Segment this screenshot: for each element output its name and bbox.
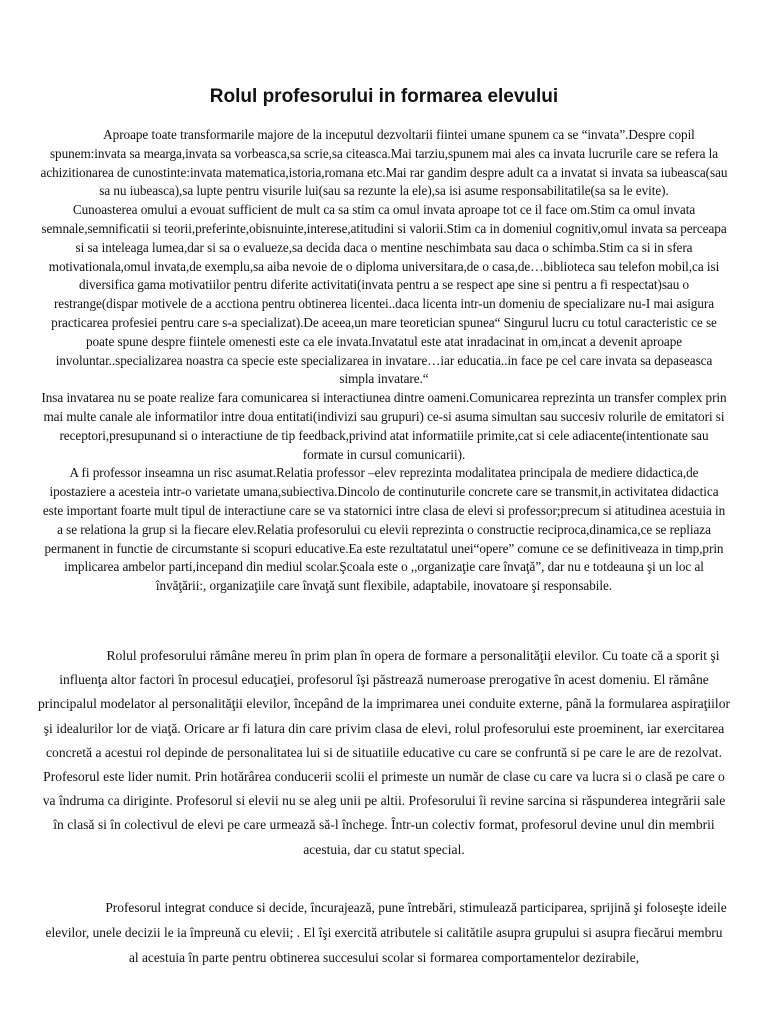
paragraph-comunicarea: Insa invatarea nu se poate realize fara comunicarea si interactiunea dintre oameni.Comunicarea reprezinta un transfer complex prin mai multe canale ale informatilor intre doua entitati(indivizi sau grupuri) ce-si asuma simultan sau succesiv rolurile de emitatori si receptori,presupunand si o interactiune de tip feedback,privind atat informatiile primite,cat si cele adiacente(intentionate sau formate in cursul comunicarii).: [41, 390, 727, 462]
paragraph-rolul-profesorului: Rolul profesorului rămâne mereu în prim plan în opera de formare a personalităţii elevilor. Cu toate că a sporit şi influenţa altor factori în procesul educaţiei, profesorul îşi păstrează numeroase prerogative în acest domeniu. El rămâne principalul modelator al personalităţii elevilor, începând de la imprimarea unei conduite externe, până la formularea aspiraţiilor şi idealurilor lor de viaţă. Oricare ar fi latura din care privim clasa de elevi, rolul profesorului este proeminent, iar exercitarea concretă a acestui rol depinde de personalitatea lui si de situatiile educative cu care se confruntă si pe care le are de rezolvat. Profesorul este lider numit. Prin hotărârea conducerii scolii el primeste un număr de clase cu care va lucra si o clasă pe care o va îndruma ca diriginte. Profesorul si elevii nu se aleg unii pe altii. Profesorului îi revine sarcina si răspunderea integrării sale în clasă si în colectivul de elevi pe care urmează să-l închege. Într-un colectiv format, profesorul devine unul din membrii acestuia, dar cu statut special.: [37, 648, 731, 857]
document-body-section-3: [40, 896, 728, 970]
paragraph-profesor-risc: A fi professor inseamna un risc asumat.Relatia professor –elev reprezinta modalitatea principala de mediere didactica,de ipostaziere a acesteia intr-o varietate umana,subiectiva.Dincolo de continuturile concrete care se transmit,in activitatea didactica este important foarte mult tipul de interactiune care se va statornici intre clasa de elevi si professor;precum si atitudinea acestuia in a se relationa la grup si la fiecare elev.Relatia profesorului cu elevii reprezinta o constructie reciproca,dinamica,ce se repliaza permanent in functie de circumstante si scopuri educative.Ea este rezultatatul unei“opere” comune ce se definitiveaza in timp,prin implicarea ambelor parti,incepand din mediul scolar.Şcoala este o ,,organizaţie care învaţă”, dar nu e totdeauna şi un loc al învăţării:, organizaţiile care învaţă sunt flexibile, adaptabile, inovatoare şi responsabile.: [42, 465, 726, 594]
paragraph-intro: Aproape toate transformarile majore de la inceputul dezvoltarii fiintei umane spunem ca se “invata”.Despre copil spunem:invata sa mearga,invata sa vorbeasca,sa scrie,sa citeasca.Mai tarziu,spunem mai ales ca invata lucrurile care se refera la achizitionarea de cunostinte:invata matematica,istoria,romana etc.Mai rar gandim despre adult ca a invatat si invata sa iubeasca(sau sa nu iubeasca),sa lupte pentru visurile lui(sau sa rezunte la ele),sa isi asume responsabilitatile(sa sa le evite).: [40, 127, 728, 199]
paragraph-cunoasterea: Cunoasterea omului a evouat sufficient de mult ca sa stim ca omul invata aproape tot ce il face om.Stim ca omul invata semnale,semnificatii si teorii,preferinte,obisnuinte,interese,atitudini si valorii.Stim ca in domeniul cognitiv,omul invata sa perceapa si sa inteleaga lumea,dar si sa o evalueze,sa decida daca o mentine neschimbata sau daca o schimba.Stim ca si in sfera motivationala,omul invata,de exemplu,sa aiba nevoie de o diploma universitara,de o casa,de…biblioteca sau telefon mobil,ca isi diversifica gama motivatiilor pentru diferite activitati(invata pentru a se respect ape sine si pentru a fi respectat)sau o restrange(dispar motivele de a acctiona pentru obtinerea licentei..daca licenta intr-un domeniu de specializare nu-I mai asigura practicarea profesiei pentru care s-a specializat).De aceea,un mare teoretician spunea“ Singurul lucru cu totul caracteristic ce se poate spune despre fiintele omenesti este ca ele invata.Invatatul este atat inradacinat in om,incat a devenit aproape involuntar..specializarea noastra ca specie este specializarea in invatare…iar educatia..in face pe cel care invata sa depaseasca simpla invatare.“: [41, 202, 727, 387]
paragraph-profesorul-integrat: Profesorul integrat conduce si decide, încurajează, pune întrebări, stimulează participarea, sprijină şi foloseşte ideile elevilor, unele decizii le ia împreună cu elevii; . El îşi exercită atributele si calitătile asupra grupului si asupra fiecărui membru al acestuia în parte pentru obtinerea succesului scolar si formarea comportamentelor dezirabile,: [45, 900, 727, 965]
document-title: Rolul profesorului in formarea elevului: [209, 86, 559, 107]
document-body-section-2: [36, 644, 732, 862]
document-body-section-1: [40, 126, 728, 596]
